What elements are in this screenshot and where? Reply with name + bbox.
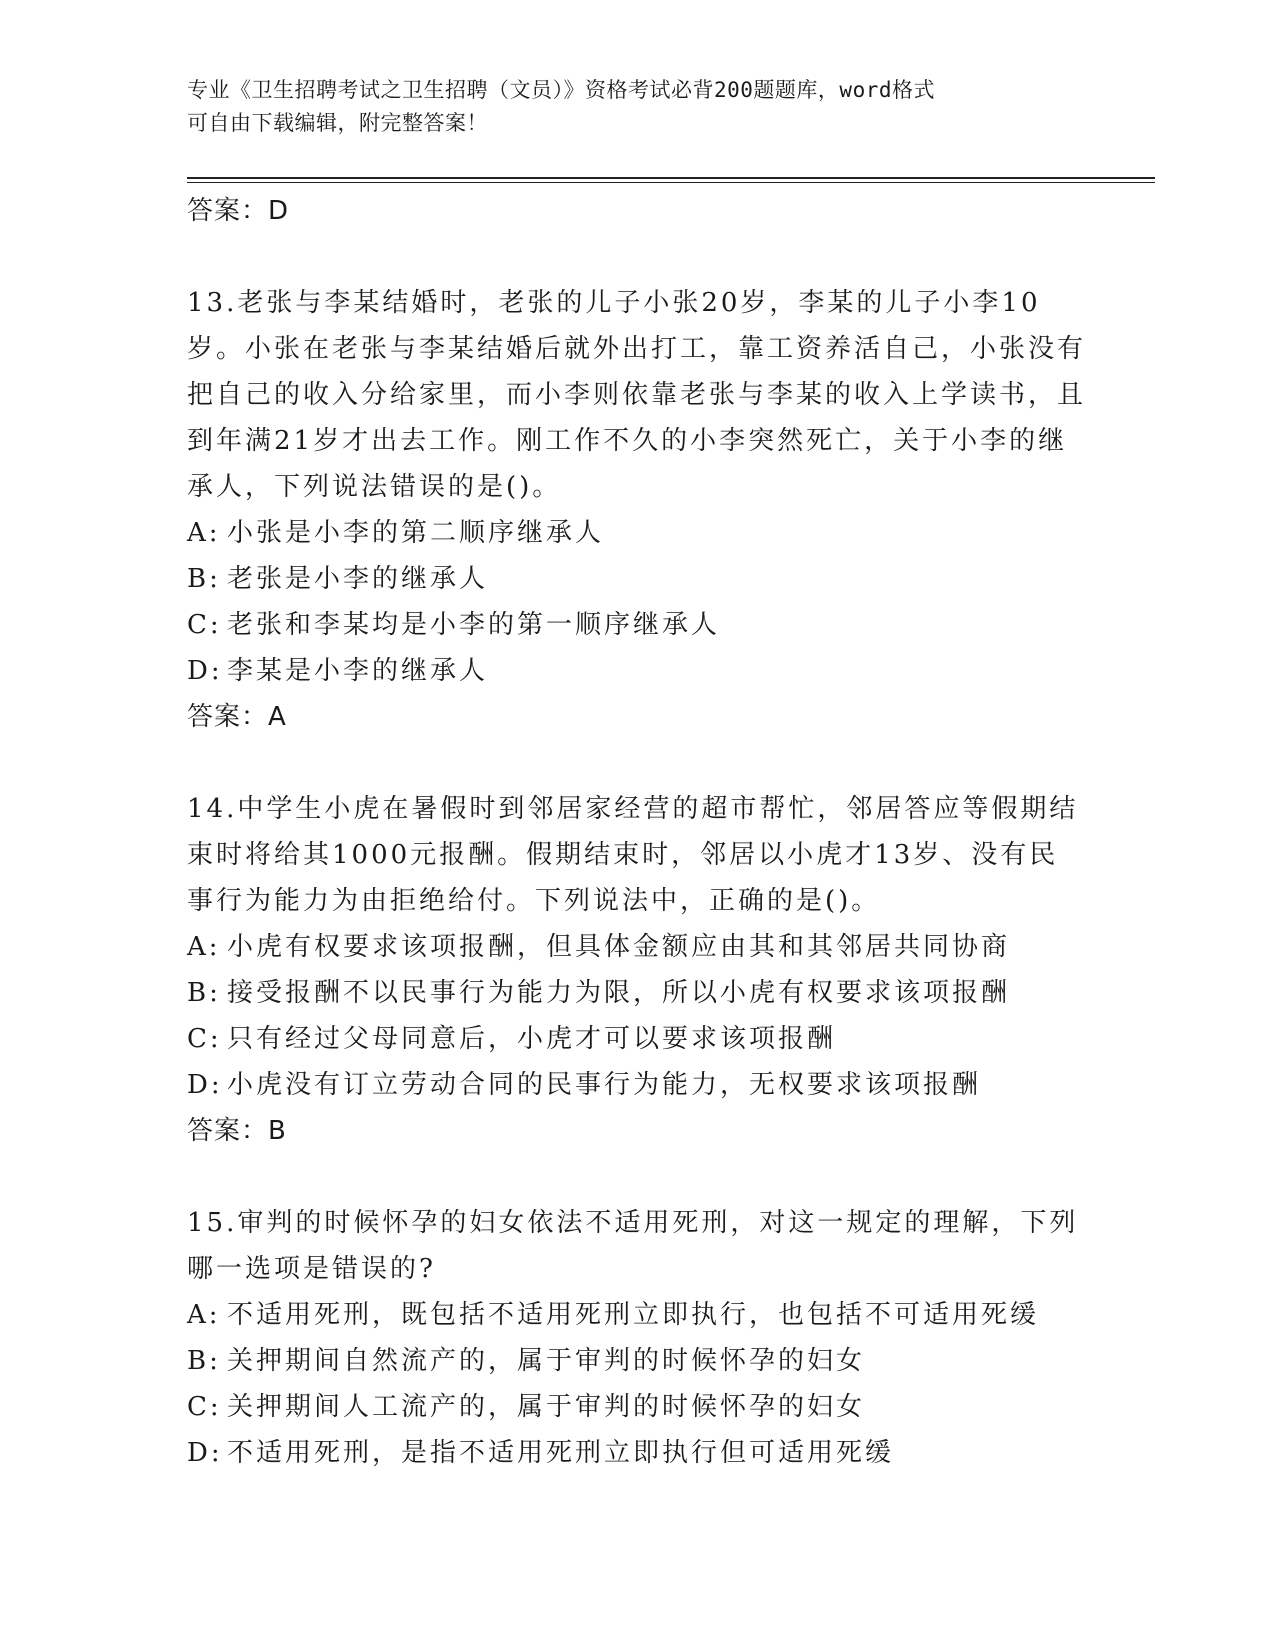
option-key: B: [187, 564, 221, 594]
option-text: 李某是小李的继承人 [227, 656, 489, 686]
option-key: C: [187, 610, 222, 640]
option-key: A: [187, 518, 221, 548]
option-text: 不适用死刑，是指不适用死刑立即执行但可适用死缓 [227, 1438, 895, 1468]
option-key: C: [187, 1024, 222, 1054]
header-line-1: 专业《卫生招聘考试之卫生招聘（文员）》资格考试必背200题题库，word格式 [187, 78, 935, 102]
option-key: D: [187, 656, 223, 686]
question-13 [187, 280, 1087, 740]
option-d [187, 648, 1087, 694]
option-d [187, 1430, 1087, 1476]
option-key: A: [187, 932, 221, 962]
question-14 [187, 786, 1087, 1154]
option-key: A: [187, 1300, 221, 1330]
option-key: D: [187, 1070, 223, 1100]
option-key: B: [187, 978, 221, 1008]
option-c [187, 602, 1087, 648]
option-text: 老张和李某均是小李的第一顺序继承人 [227, 610, 721, 640]
question-stem: 15.审判的时候怀孕的妇女依法不适用死刑，对这一规定的理解，下列哪一选项是错误的? [187, 1208, 1079, 1284]
spacer [187, 1154, 1087, 1200]
option-text: 关押期间人工流产的，属于审判的时候怀孕的妇女 [227, 1392, 866, 1422]
question-stem: 13.老张与李某结婚时，老张的儿子小张20岁，李某的儿子小李10岁。小张在老张与李某结婚后就外出打工，靠工资养活自己，小张没有把自己的收入分给家里，而小李则依靠老张与李某的收入上学读书，且到年满21岁才出去工作。刚工作不久的小李突然死亡，关于小李的继承人，下列说法错误的是()。 [187, 288, 1087, 502]
header-rule [187, 177, 1155, 179]
option-text: 关押期间自然流产的，属于审判的时候怀孕的妇女 [227, 1346, 866, 1376]
option-text: 不适用死刑，既包括不适用死刑立即执行，也包括不可适用死缓 [227, 1300, 1040, 1330]
spacer [187, 740, 1087, 786]
option-text: 小虎没有订立劳动合同的民事行为能力，无权要求该项报酬 [227, 1070, 982, 1100]
option-d [187, 1062, 1087, 1108]
header-line-2: 可自由下载编辑，附完整答案！ [187, 111, 488, 135]
option-text: 接受报酬不以民事行为能力为限，所以小虎有权要求该项报酬 [227, 978, 1011, 1008]
option-key: B: [187, 1346, 221, 1376]
option-text: 小张是小李的第二顺序继承人 [227, 518, 605, 548]
option-a [187, 510, 1087, 556]
option-b [187, 1338, 1087, 1384]
option-text: 只有经过父母同意后，小虎才可以要求该项报酬 [227, 1024, 837, 1054]
option-text: 小虎有权要求该项报酬，但具体金额应由其和其邻居共同协商 [227, 932, 1011, 962]
option-c [187, 1016, 1087, 1062]
answer-line: 答案：B [187, 1116, 287, 1146]
option-key: D: [187, 1438, 223, 1468]
page-header [187, 74, 1067, 140]
option-a [187, 924, 1087, 970]
answer-line: 答案：A [187, 702, 287, 732]
question-15 [187, 1200, 1087, 1476]
option-b [187, 970, 1087, 1016]
option-b [187, 556, 1087, 602]
option-text: 老张是小李的继承人 [227, 564, 489, 594]
question-stem: 14.中学生小虎在暑假时到邻居家经营的超市帮忙，邻居答应等假期结束时将给其1000元报酬。假期结束时，邻居以小虎才13岁、没有民事行为能力为由拒绝给付。下列说法中，正确的是()。 [187, 794, 1079, 916]
answer-line: 答案：D [187, 196, 290, 226]
header-rule-thin [187, 182, 1155, 183]
spacer [187, 234, 1087, 280]
document-body [187, 188, 1087, 1476]
option-key: C: [187, 1392, 222, 1422]
option-c [187, 1384, 1087, 1430]
option-a [187, 1292, 1087, 1338]
